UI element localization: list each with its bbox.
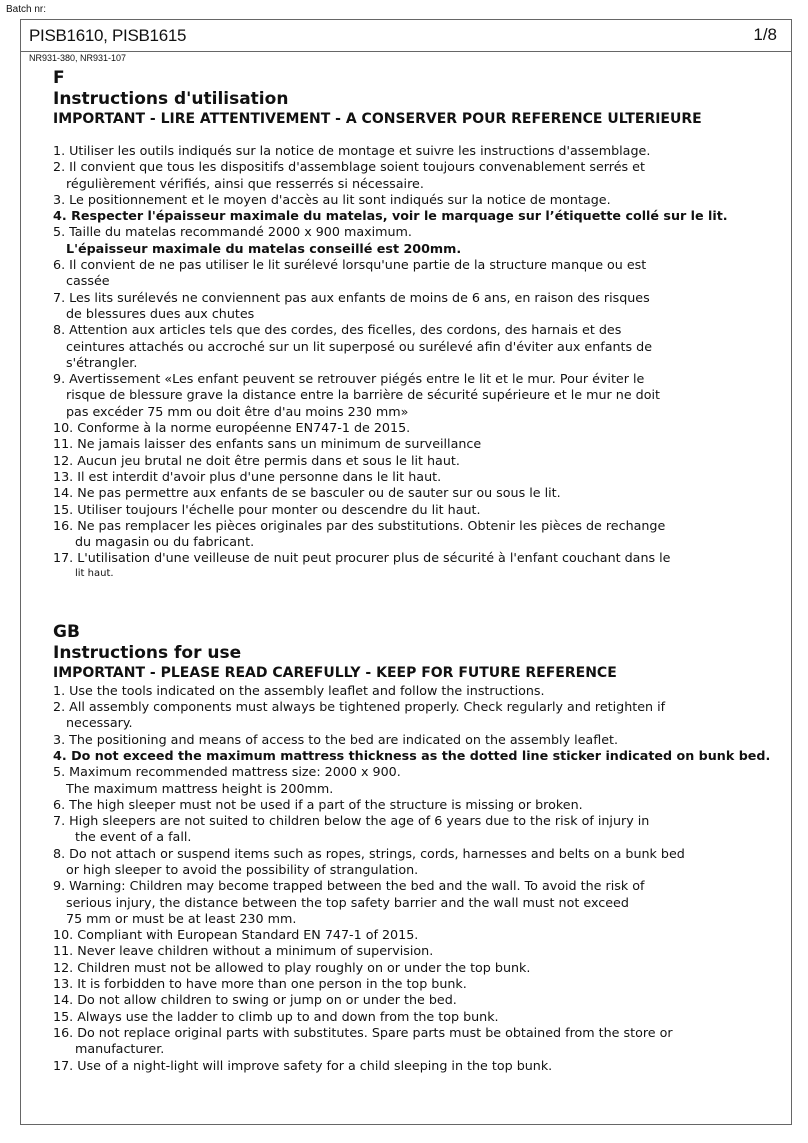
important-notice-fr: IMPORTANT - LIRE ATTENTIVEMENT - A CONSERVER POUR REFERENCE ULTERIEURE <box>53 111 702 127</box>
list-item: 5. Taille du matelas recommandé 2000 x 900 maximum. L'épaisseur maximale du matelas conseillé est 200mm. <box>53 224 462 256</box>
list-item: 8. Attention aux articles tels que des cordes, des ficelles, des cordons, des harnais et des ceintures attachés ou accroché sur un lit superposé ou surélevé afin d'éviter aux enfants de s'étrangler. <box>53 322 653 370</box>
section-fr <box>53 68 783 580</box>
list-item: 11. Never leave children without a minimum of supervision. <box>53 943 434 959</box>
list-item: 12. Children must not be allowed to play roughly on or under the top bunk. <box>53 959 531 975</box>
list-item: 1. Use the tools indicated on the assembly leaflet and follow the instructions. <box>53 682 545 698</box>
list-item: 4. Respecter l'épaisseur maximale du matelas, voir le marquage sur l’étiquette collé sur le lit. <box>53 208 728 224</box>
language-code-fr: F <box>53 68 65 88</box>
content <box>53 68 783 1074</box>
list-item: 16. Ne pas remplacer les pièces originales par des substitutions. Obtenir les pièces de rechange du magasin ou du fabricant. <box>53 517 666 550</box>
list-item: 10. Compliant with European Standard EN 747-1 of 2015. <box>53 927 419 943</box>
list-item: 12. Aucun jeu brutal ne doit être permis dans et sous le lit haut. <box>53 452 460 468</box>
section-title-fr: Instructions d'utilisation <box>53 89 289 109</box>
list-item: 11. Ne jamais laisser des enfants sans un minimum de surveillance <box>53 436 482 452</box>
list-item: 7. Les lits surélevés ne conviennent pas aux enfants de moins de 6 ans, en raison des risques de blessures dues aux chutes <box>53 289 650 321</box>
model-numbers: PISB1610, PISB1615 <box>29 26 187 45</box>
reference-numbers: NR931-380, NR931-107 <box>29 53 127 63</box>
instruction-list-fr <box>53 143 783 580</box>
list-item: 2. Il convient que tous les dispositifs d'assemblage soient toujours convenablement serrés et régulièrement vérifiés, ainsi que resserrés si nécessaire. <box>53 159 645 191</box>
list-item: 14. Ne pas permettre aux enfants de se basculer ou de sauter sur ou sous le lit. <box>53 485 561 501</box>
list-item: 10. Conforme à la norme européenne EN747-1 de 2015. <box>53 420 411 436</box>
language-code-gb: GB <box>53 621 80 642</box>
list-item: 7. High sleepers are not suited to children below the age of 6 years due to the risk of injury in the event of a fall. <box>53 813 650 845</box>
list-item: 3. The positioning and means of access to the bed are indicated on the assembly leaflet. <box>53 731 619 747</box>
list-item: 5. Maximum recommended mattress size: 2000 x 900. The maximum mattress height is 200mm. <box>53 764 401 796</box>
page-number: 1/8 <box>753 25 777 44</box>
section-gb <box>53 622 783 1074</box>
list-item: 1. Utiliser les outils indiqués sur la notice de montage et suivre les instructions d'assemblage. <box>53 143 651 158</box>
list-item: 13. Il est interdit d'avoir plus d'une personne dans le lit haut. <box>53 468 442 484</box>
list-item: 6. Il convient de ne pas utiliser le lit surélevé lorsqu'une partie de la structure manque ou est cassée <box>53 257 647 289</box>
list-item: 2. All assembly components must always be tightened properly. Check regularly and retighten if necessary. <box>53 699 666 731</box>
list-item: 3. Le positionnement et le moyen d'accès au lit sont indiqués sur la notice de montage. <box>53 191 611 207</box>
section-title-gb: Instructions for use <box>53 642 242 663</box>
list-item: 15. Utiliser toujours l'échelle pour monter ou descendre du lit haut. <box>53 501 481 517</box>
list-item: 9. Warning: Children may become trapped between the bed and the wall. To avoid the risk of serious injury, the distance between the top safety barrier and the wall must not exceed 75 mm or must be at least 230 mm. <box>53 878 645 926</box>
list-item: 4. Do not exceed the maximum mattress thickness as the dotted line sticker indicated on bunk bed. <box>53 747 771 763</box>
header-bar <box>21 20 791 52</box>
list-item: 16. Do not replace original parts with substitutes. Spare parts must be obtained from the store or manufacturer. <box>53 1024 673 1057</box>
document-frame <box>20 19 792 1125</box>
list-item: 13. It is forbidden to have more than one person in the top bunk. <box>53 976 467 992</box>
batch-label: Batch nr: <box>6 4 47 15</box>
list-item: 17. L'utilisation d'une veilleuse de nuit peut procurer plus de sécurité à l'enfant couchant dans le lit haut. <box>53 550 671 579</box>
list-item: 9. Avertissement «Les enfant peuvent se retrouver piégés entre le lit et le mur. Pour éviter le risque de blessure grave la distance entre la barrière de sécurité supérieure et le mur ne doit pas excéder 75 mm ou doit être d'au moins 230 mm» <box>53 371 660 419</box>
important-notice-gb: IMPORTANT - PLEASE READ CAREFULLY - KEEP FOR FUTURE REFERENCE <box>53 664 617 681</box>
list-item: 6. The high sleeper must not be used if a part of the structure is missing or broken. <box>53 796 583 812</box>
instruction-list-gb <box>53 683 783 1074</box>
list-item: 14. Do not allow children to swing or jump on or under the bed. <box>53 992 457 1008</box>
list-item: 17. Use of a night-light will improve safety for a child sleeping in the top bunk. <box>53 1057 553 1073</box>
list-item: 15. Always use the ladder to climb up to and down from the top bunk. <box>53 1008 499 1024</box>
list-item: 8. Do not attach or suspend items such as ropes, strings, cords, harnesses and belts on a bunk bed or high sleeper to avoid the possibility of strangulation. <box>53 845 685 877</box>
